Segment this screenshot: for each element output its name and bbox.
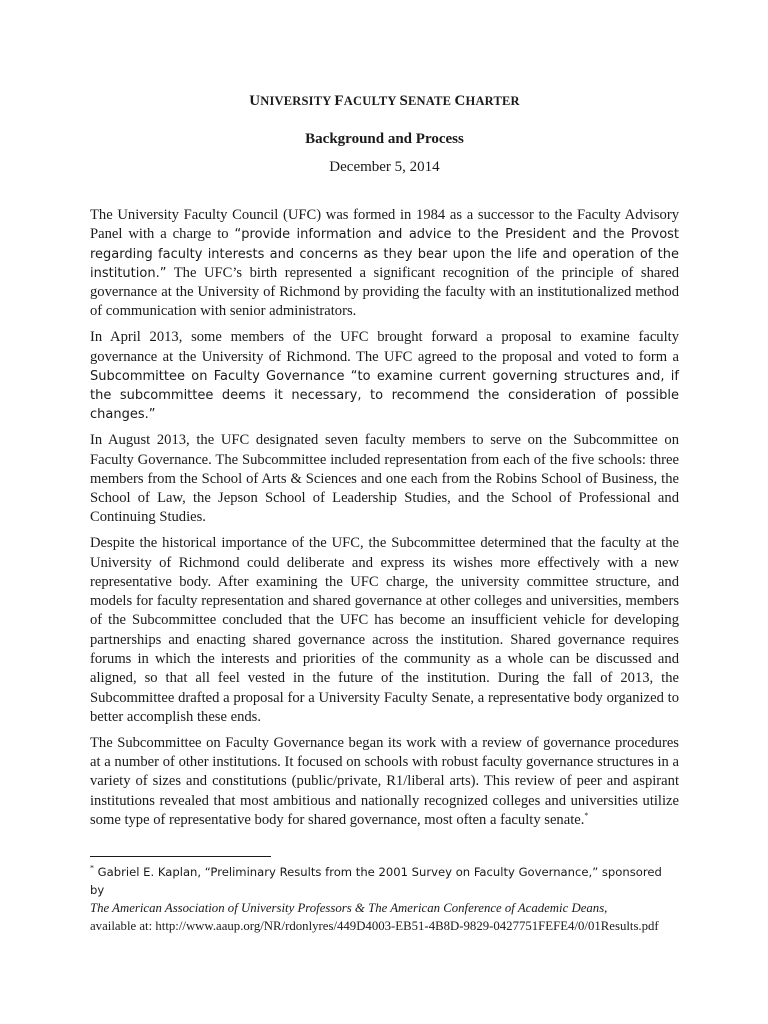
footnote-marker: * <box>90 863 94 873</box>
paragraph-april-2013: In April 2013, some members of the UFC brought forward a proposal to examine faculty governance at the University of Richmond. The UFC agreed to the proposal and voted to form a Subcommittee on Faculty Governance “to examine current governing structures and, if the subcommittee deems it necessary, to recommend the consideration of possible changes.” <box>90 329 679 423</box>
paragraph-ufc-history: The University Faculty Council (UFC) was formed in 1984 as a successor to the Faculty Advisory Panel with a charge to “provide information and advice to the President and the Provost regarding faculty interests and concerns as they bear upon the life and operation of the institution.” The UFC’s birth represented a significant recognition of the principle of shared governance at the University of Richmond by providing the faculty with an institutionalized method of communication with senior administrators. <box>90 207 680 320</box>
paragraph-governance-review: The Subcommittee on Faculty Governance began its work with a review of governance procedures at a number of other institutions. It focused on schools with robust faculty governance structures in a variety of sizes and constitutions (public/private, R1/liberal arts). This review of peer and aspirant institutions revealed that most ambitious and nationally recognized colleges and universities utilize some type of representative body for shared governance, most often a faculty senate.* <box>90 734 679 828</box>
footnote-url-link[interactable]: available at: http://www.aaup.org/NR/rdonlyres/449D4003-EB51-4B8D-9829-0427751FEFE4/0/01Results.pdf <box>90 919 659 933</box>
document-subtitle: Background and Process <box>305 131 464 147</box>
paragraph-august-2013: In August 2013, the UFC designated seven faculty members to serve on the Subcommittee on Faculty Governance. The Subcommittee included representation from each of the five schools: three members from the School of Arts & Sciences and one each from the Robins School of Business, the School of Law, the Jepson School of Leadership Studies, and the School of Professional and Continuing Studies. <box>90 432 679 526</box>
document-body <box>90 206 679 837</box>
footnote-divider <box>90 856 271 857</box>
footnote-citation: Gabriel E. Kaplan, “Preliminary Results from the 2001 Survey on Faculty Governance,” sponsored by <box>90 865 662 897</box>
document-date: December 5, 2014 <box>329 159 440 175</box>
footnote <box>90 863 679 935</box>
document-title: UNIVERSITY FACULTY SENATE CHARTER <box>249 93 520 109</box>
footnote-sponsors: The American Association of University Professors & The American Conference of Academic Deans, <box>90 901 608 915</box>
footnote-reference[interactable]: * <box>584 811 589 821</box>
paragraph-subcommittee-findings: Despite the historical importance of the UFC, the Subcommittee determined that the faculty at the University of Richmond could deliberate and express its wishes more effectively with a new representative body. After examining the UFC charge, the university committee structure, and models for faculty representation and shared governance at other colleges and universities, members of the Subcommittee concluded that the UFC has become an insufficient vehicle for developing partnerships and enacting shared governance across the institution. Shared governance requires forums in which the interests and priorities of the community as a whole can be discussed and aligned, so that all feel vested in the future of the institution. During the fall of 2013, the Subcommittee drafted a proposal for a University Faculty Senate, a representative body organized to better accomplish these ends. <box>90 535 679 725</box>
